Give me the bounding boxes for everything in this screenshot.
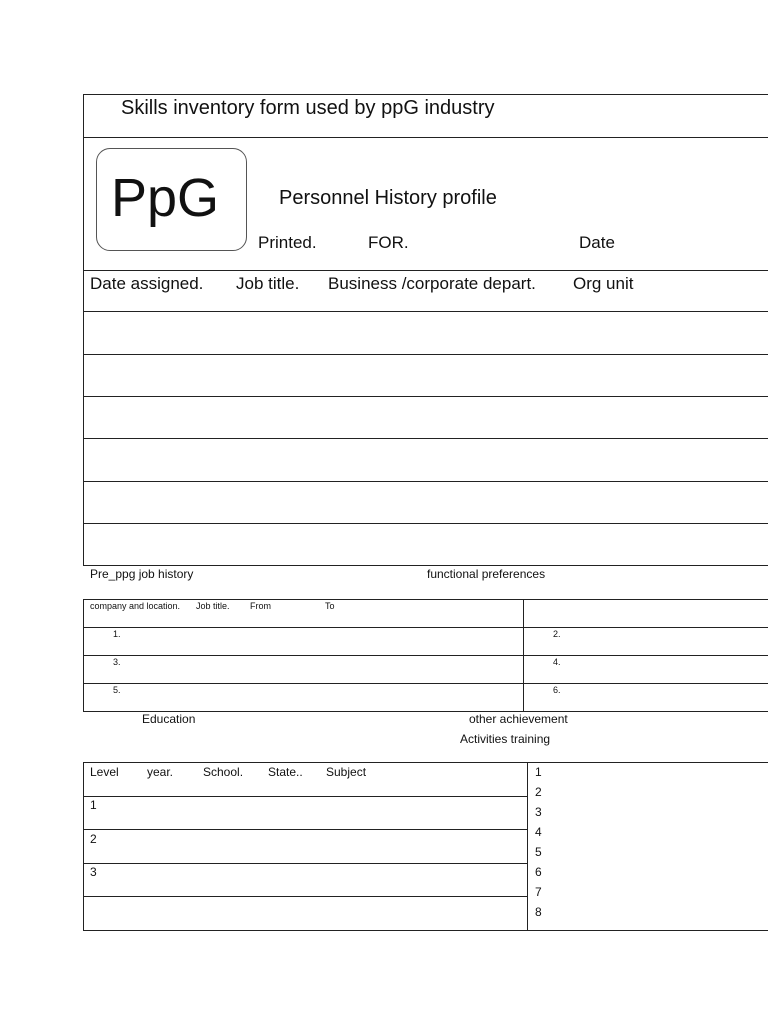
from-column-header: From: [250, 601, 271, 611]
assignment-row-line: [83, 311, 768, 312]
education-row-line: [83, 896, 527, 897]
preference-number: 6.: [553, 685, 561, 695]
education-label: Education: [142, 712, 196, 726]
job-history-row-line: [83, 655, 768, 656]
activity-number: 7: [535, 885, 542, 899]
ppg-logo: [96, 148, 247, 251]
activity-number: 5: [535, 845, 542, 859]
job-title-header: Job title.: [236, 274, 300, 293]
assignment-row-line: [83, 354, 768, 355]
education-row-number: 2: [90, 832, 97, 846]
activities-training-label: Activities training: [460, 732, 551, 746]
org-unit-header: Org unit: [573, 274, 634, 293]
assignment-row-line: [83, 481, 768, 482]
form-title: Skills inventory form used by ppG industry: [121, 97, 495, 119]
school-column-header: School.: [203, 765, 244, 779]
company-column-header: company and location.: [90, 601, 181, 611]
level-column-header: Level: [90, 765, 119, 779]
header-divider: [83, 137, 768, 138]
year-column-header: year.: [147, 765, 174, 779]
assignment-row-line: [83, 438, 768, 439]
subject-column-header: Subject: [326, 765, 367, 779]
activity-number: 8: [535, 905, 542, 919]
printed-label: Printed.: [258, 233, 317, 252]
education-table: [83, 762, 768, 931]
date-label: Date: [579, 233, 615, 252]
education-divider: [527, 762, 528, 931]
assignment-row-line: [83, 396, 768, 397]
education-row-number: 3: [90, 865, 97, 879]
logo-text: PpG: [111, 168, 220, 228]
preference-number: 4.: [553, 657, 561, 667]
pre-ppg-label: Pre_ppg job history: [90, 567, 194, 581]
job-title-column-header: Job title.: [196, 601, 230, 611]
department-header: Business /corporate depart.: [328, 274, 536, 293]
job-history-number: 1.: [113, 629, 121, 639]
job-history-number: 5.: [113, 685, 121, 695]
assignment-row-line: [83, 523, 768, 524]
date-assigned-header: Date assigned.: [90, 274, 204, 293]
activity-number: 6: [535, 865, 542, 879]
assignment-table: [83, 270, 768, 566]
activity-number: 2: [535, 785, 542, 799]
preference-number: 2.: [553, 629, 561, 639]
job-history-row-line: [83, 627, 768, 628]
for-label: FOR.: [368, 233, 409, 252]
education-row-line: [83, 796, 527, 797]
activity-number: 4: [535, 825, 542, 839]
activity-number: 1: [535, 765, 542, 779]
functional-preferences-label: functional preferences: [427, 567, 546, 581]
education-row-line: [83, 863, 527, 864]
other-achievement-label: other achievement: [469, 712, 568, 726]
job-history-row-line: [83, 683, 768, 684]
profile-heading: Personnel History profile: [279, 187, 497, 209]
job-history-number: 3.: [113, 657, 121, 667]
activity-number: 3: [535, 805, 542, 819]
state-column-header: State..: [268, 765, 303, 779]
education-row-line: [83, 829, 527, 830]
education-row-number: 1: [90, 798, 97, 812]
to-column-header: To: [325, 601, 335, 611]
